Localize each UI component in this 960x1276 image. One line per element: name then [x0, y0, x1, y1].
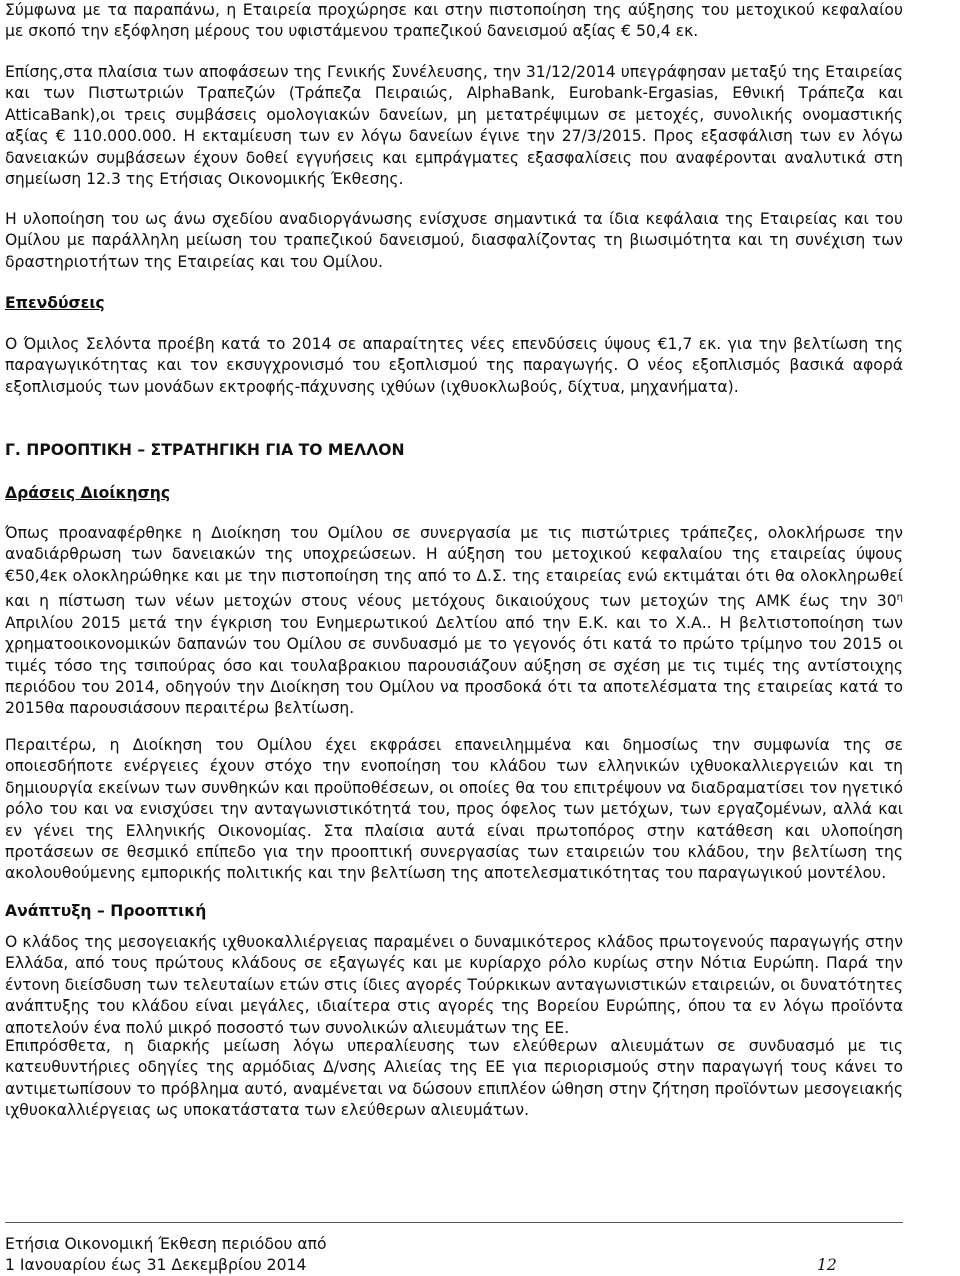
heading-investments: Επενδύσεις [5, 294, 105, 312]
paragraph-management-actions-part1: Όπως προαναφέρθηκε η Διοίκηση του Ομίλου σε συνεργασία με τις πιστώτριες τράπεζες, ολοκλήρωσε την αναδιάρθρωση των δανειακών της υποχρεώσεων. Η αύξηση του μετοχικού κεφαλαίου της εταιρείας ύψους €50,4εκ ολοκληρώθηκε και με την πιστοποίηση της από το Δ.Σ. της εταιρείας ενώ εκτιμάται ότι θα ολοκληρωθεί και η πίστωση των νέων μετοχών στους νέους μετόχους δικαιούχους των μετοχών της ΑΜΚ έως την 30 [5, 524, 903, 611]
paragraph-loan-agreements: Επίσης,στα πλαίσια των αποφάσεων της Γενικής Συνέλευσης, την 31/12/2014 υπεγράφησαν μεταξύ της Εταιρείας και των Πιστωτριών Τραπεζών (Τράπεζα Πειραιώς, AlphaBank, Eurobank-Ergasias, Εθνική Τράπεζα και AtticaBank),οι τρεις συμβάσεις ομολογιακών δανείων, μη μετατρέψιμων σε μετοχές, συνολικής ονομαστικής αξίας € 110.000.000. Η εκταμίευση των εν λόγω δανείων έγινε την 27/3/2015. Προς εξασφάλιση των εν λόγω δανειακών συμβάσεων έχουν δοθεί εγγυήσεις και εμπράγματες εξασφαλίσεις που αναφέρονται αναλυτικά στη σημείωση 12.3 της Ετήσιας Οικονομικής Έκθεσης. [5, 63, 903, 189]
paragraph-intro: Σύμφωνα με τα παραπάνω, η Εταιρεία προχώρησε και στην πιστοποίηση της αύξησης του μετοχικού κεφαλαίου με σκοπό την εξόφληση μέρους του υφιστάμενου τραπεζικού δανεισμού αξίας € 50,4 εκ. [5, 1, 903, 41]
heading-development-outlook: Ανάπτυξη – Προοπτική [5, 902, 207, 920]
paragraph-management-actions [5, 523, 903, 720]
footer-report-period: 1 Ιανουαρίου έως 31 Δεκεμβρίου 2014 [5, 1256, 307, 1274]
paragraph-investments: Ο Όμιλος Σελόντα προέβη κατά το 2014 σε απαραίτητες νέες επενδύσεις ύψους €1,7 εκ. για την βελτίωση της παραγωγικότητας και τον εκσυγχρονισμό του εξοπλισμού της παραγωγής. Ο νέος εξοπλισμός βασικά αφορά εξοπλισμούς των μονάδων εκτροφής-πάχυνσης ιχθύων (ιχθυοκλωβούς, δίχτυα, μηχανήματα). [5, 335, 903, 396]
footer-report-title: Ετήσια Οικονομική Έκθεση περιόδου από [5, 1235, 327, 1253]
superscript-ordinal: η [896, 592, 903, 604]
page-number: 12 [817, 1256, 837, 1274]
paragraph-sector: Ο κλάδος της μεσογειακής ιχθυοκαλλιέργειας παραμένει ο δυναμικότερος κλάδος πρωτογενούς παραγωγής στην Ελλάδα, από τους πρώτους κλάδους σε εξαγωγές και με κυρίαρχο ρόλο κυρίως στην Νότια Ευρώπη. Παρά την έντονη διείσδυση των τελευταίων ετών στις ίδιες αγορές Τούρκικων ανταγωνιστικών εταιρειών, οι δυνατότητες ανάπτυξης του κλάδου είναι μεγάλες, ιδιαίτερα στις αγορές της Βορείου Ευρώπης, όπου τα εν λόγω προϊόντα αποτελούν ένα πολύ μικρό ποσοστό των συνολικών αλιευμάτων της ΕΕ. [5, 933, 903, 1037]
paragraph-management-actions-part2: Απριλίου 2015 μετά την έγκριση του Ενημερωτικού Δελτίου από την Ε.Κ. και το Χ.Α.. Η βελτιστοποίηση των χρηματοοικονομικών δαπανών του Ομίλου σε συνδυασμό με το γεγονός ότι κατά το πρώτο τρίμηνο του 2015 οι τιμές τόσο της τσιπούρας όσο και τουλαβρακιου παρουσιάζουν αύξηση σε σχέση με τις τιμές της αντίστοιχης περιόδου του 2014, οδηγούν την Διοίκηση του Ομίλου να προσδοκά ότι τα αποτελέσματα της εταιρείας κατά το 2015θα παρουσιάσουν περαιτέρω βελτίωση. [5, 613, 903, 718]
paragraph-consolidation: Περαιτέρω, η Διοίκηση του Ομίλου έχει εκφράσει επανειλημμένα και δημοσίως την συμφωνία της σε οποιεσδήποτε ενέργειες έχουν στόχο την ενοποίηση του κλάδου των ελληνικών ιχθυοκαλλιεργειών και τη δημιουργία εκείνων των συνθηκών και προϋποθέσεων, οι οποίες θα του επιτρέψουν να διαδραματίσει τον ηγετικό ρόλο του και να ενισχύσει την ανταγωνιστικότητά του, προς όφελος των μετόχων, των εργαζομένων, αλλά και εν γένει της Ελληνικής Οικονομίας. Στα πλαίσια αυτά είναι πρωτοπόρος στην κατάθεση και υλοποίηση προτάσεων σε θεσμικό επίπεδο για την προοπτική συνεργασίας των εταιρειών του κλάδου, την βελτίωση της ακολουθούμενης εμπορικής πολιτικής και την βελτίωση της αποτελεσματικότητας του παραγωγικού μοντέλου. [5, 736, 903, 883]
paragraph-restructuring: Η υλοποίηση του ως άνω σχεδίου αναδιοργάνωσης ενίσχυσε σημαντικά τα ίδια κεφάλαια της Εταιρείας και του Ομίλου με παράλληλη μείωση του τραπεζικού δανεισμού, διασφαλίζοντας τη βιωσιμότητα και τη συνέχιση των δραστηριοτήτων της Εταιρείας και του Ομίλου. [5, 210, 903, 271]
heading-management-actions: Δράσεις Διοίκησης [5, 484, 171, 502]
heading-outlook-strategy: Γ. ΠΡΟΟΠΤΙΚΗ – ΣΤΡΑΤΗΓΙΚΗ ΓΙΑ ΤΟ ΜΕΛΛΟΝ [5, 441, 405, 459]
paragraph-overfishing: Επιπρόσθετα, η διαρκής μείωση λόγω υπεραλίευσης των ελεύθερων αλιευμάτων σε συνδυασμό με τις κατευθυντήριες οδηγίες της αρμόδιας Δ/νσης Αλιείας της ΕΕ για περιορισμούς στην παραγωγή τους κάνει το αντιμετωπίσουν το πρόβλημα αυτό, αναμένεται να δώσουν επιπλέον ώθηση στην ζήτηση προϊόντων μεσογειακής ιχθυοκαλλιέργειας ως υποκατάστατα των ελεύθερων αλιευμάτων. [5, 1037, 903, 1120]
page-footer [5, 1222, 903, 1274]
